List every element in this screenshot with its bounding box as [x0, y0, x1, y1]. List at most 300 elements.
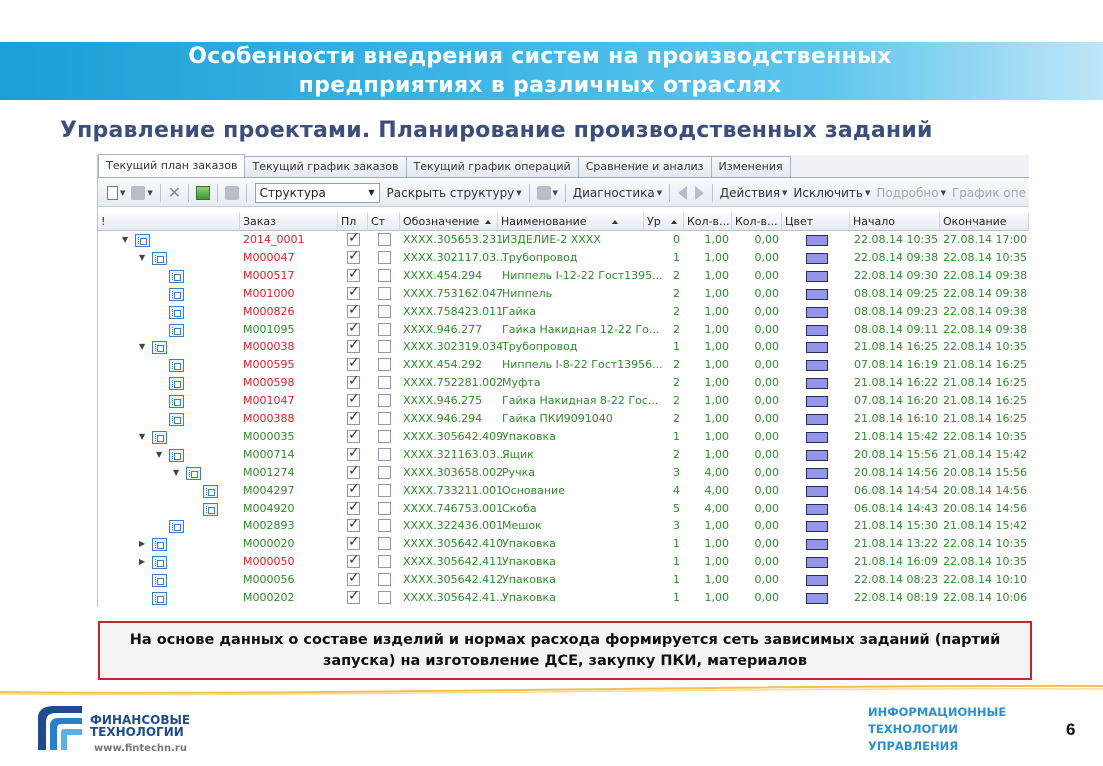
- name-cell: Основание: [502, 483, 565, 497]
- qty-planned-cell: 4,00: [704, 483, 729, 497]
- tree-node-icon: [169, 520, 184, 533]
- chevron-down-icon: ▼: [782, 188, 788, 197]
- column-header-level[interactable]: [644, 213, 684, 231]
- status-checkbox[interactable]: [378, 394, 391, 407]
- color-swatch: [806, 432, 828, 443]
- toolbar-separator: [217, 184, 218, 202]
- operation-schedule-button[interactable]: [949, 182, 1029, 204]
- start-date-cell: 21.08.14 16:22: [854, 376, 939, 390]
- column-header-end[interactable]: Окончание: [940, 213, 1029, 231]
- arrow-left-icon[interactable]: [678, 186, 687, 200]
- sort-ascending-icon: [612, 220, 618, 224]
- tree-collapse-icon[interactable]: ▼: [139, 431, 146, 441]
- status-checkbox[interactable]: [378, 573, 391, 586]
- designation-cell: XXXX.305642.412: [403, 573, 504, 587]
- name-cell: Скоба: [502, 501, 537, 515]
- level-cell: 3: [673, 519, 680, 533]
- table-row[interactable]: [98, 374, 1029, 392]
- color-swatch: [806, 539, 828, 550]
- color-swatch: [806, 521, 828, 532]
- tree-collapse-icon[interactable]: ▼: [156, 449, 163, 459]
- end-date-cell: 22.08.14 10:35: [943, 340, 1028, 354]
- name-cell: Гайка: [502, 304, 536, 318]
- level-cell: 2: [673, 394, 680, 408]
- diagnostics-button[interactable]: [570, 182, 665, 204]
- table-row[interactable]: [98, 285, 1029, 303]
- level-cell: 1: [673, 573, 680, 587]
- view-mode-value: Структура: [259, 185, 326, 200]
- end-date-cell: 22.08.14 10:35: [943, 555, 1028, 569]
- qty-planned-cell: 1,00: [704, 250, 729, 264]
- tagline-line3: УПРАВЛЕНИЯ: [868, 739, 959, 753]
- level-cell: 5: [673, 501, 680, 515]
- tree-node-icon: [169, 359, 184, 372]
- status-checkbox[interactable]: [378, 323, 391, 336]
- designation-cell: XXXX.305642.409: [403, 429, 504, 443]
- name-cell: Гайка ПКИ9091040: [502, 412, 613, 425]
- designation-cell: XXXX.752281.002: [403, 376, 504, 390]
- color-swatch: [806, 396, 828, 407]
- start-date-cell: 20.08.14 15:56: [854, 447, 939, 461]
- qty-planned-cell: 1,00: [704, 412, 729, 425]
- level-cell: 2: [673, 412, 680, 425]
- status-checkbox[interactable]: [378, 287, 391, 300]
- tree-node-icon: [169, 449, 184, 462]
- qty-planned-cell: 1,00: [704, 555, 729, 569]
- qty-planned-cell: 1,00: [704, 394, 729, 408]
- toolbar-separator: [669, 184, 670, 202]
- tree-node-icon: [169, 288, 184, 301]
- planned-checkbox[interactable]: [347, 502, 360, 515]
- end-date-cell: 22.08.14 10:35: [943, 429, 1028, 443]
- status-checkbox[interactable]: [378, 430, 391, 443]
- qty-planned-cell: 1,00: [704, 376, 729, 390]
- tree-node-icon: [152, 252, 167, 265]
- status-checkbox[interactable]: [378, 484, 391, 497]
- table-row[interactable]: [98, 589, 1029, 607]
- tab-strip: [98, 155, 1029, 178]
- status-checkbox[interactable]: [378, 412, 391, 425]
- color-swatch: [806, 414, 828, 425]
- slide-title: [90, 42, 990, 100]
- table-row[interactable]: [98, 571, 1029, 589]
- qty-planned-cell: 1,00: [704, 340, 729, 354]
- tree-node-icon: [169, 324, 184, 337]
- column-header-name-label: Наименование: [501, 215, 587, 228]
- start-date-cell: 22.08.14 08:19: [854, 591, 939, 604]
- start-date-cell: 08.08.14 09:25: [854, 286, 939, 300]
- tree-collapse-icon[interactable]: ▼: [139, 252, 146, 262]
- table-row[interactable]: [98, 303, 1029, 321]
- planned-checkbox[interactable]: [347, 251, 360, 264]
- chevron-down-icon: ▼: [120, 188, 126, 197]
- qty-done-cell: 0,00: [754, 340, 779, 354]
- column-header-level-label: Ур: [647, 215, 661, 228]
- tree-node-icon: [152, 538, 167, 551]
- table-row[interactable]: [98, 321, 1029, 339]
- table-row[interactable]: [98, 338, 1029, 356]
- view-mode-select[interactable]: [255, 183, 380, 203]
- order-cell: M000050: [243, 555, 295, 569]
- expand-structure-button[interactable]: [384, 182, 525, 204]
- name-cell: Упаковка: [502, 591, 556, 604]
- end-date-cell: 21.08.14 16:25: [943, 394, 1028, 408]
- start-date-cell: 21.08.14 15:30: [854, 519, 939, 533]
- level-cell: 2: [673, 358, 680, 372]
- status-checkbox[interactable]: [378, 502, 391, 515]
- column-header-st[interactable]: Ст: [368, 213, 400, 231]
- status-checkbox[interactable]: [378, 466, 391, 479]
- end-date-cell: 21.08.14 15:42: [943, 447, 1028, 461]
- tree-node-icon: [152, 574, 167, 587]
- order-cell: M004920: [243, 501, 295, 515]
- end-date-cell: 22.08.14 09:38: [943, 286, 1028, 300]
- level-cell: 3: [673, 465, 680, 479]
- designation-cell: XXXX.454.294: [403, 268, 483, 282]
- tool-button-gray[interactable]: [534, 182, 561, 204]
- tree-node-icon: [152, 431, 167, 444]
- level-cell: 1: [673, 555, 680, 569]
- color-swatch: [806, 253, 828, 264]
- planned-checkbox[interactable]: [347, 537, 360, 550]
- start-date-cell: 08.08.14 09:23: [854, 304, 939, 318]
- designation-cell: XXXX.758423.011: [403, 304, 504, 318]
- order-cell: M002893: [243, 519, 295, 533]
- planned-checkbox[interactable]: [347, 233, 360, 246]
- planned-checkbox[interactable]: [347, 484, 360, 497]
- status-checkbox[interactable]: [378, 591, 391, 604]
- delete-icon: ✕: [167, 182, 182, 202]
- tree-node-icon: [152, 592, 167, 605]
- color-swatch: [806, 504, 828, 515]
- designation-cell: XXXX.733211.001: [403, 483, 504, 497]
- tree-node-icon: [169, 377, 184, 390]
- order-cell: M000056: [243, 573, 295, 587]
- qty-planned-cell: 1,00: [704, 322, 729, 336]
- qty-done-cell: 0,00: [754, 233, 779, 246]
- copy-button[interactable]: [128, 182, 155, 204]
- level-cell: 2: [673, 322, 680, 336]
- order-cell: M000517: [243, 268, 295, 282]
- level-cell: 2: [673, 286, 680, 300]
- qty-done-cell: 0,00: [754, 447, 779, 461]
- level-cell: 1: [673, 340, 680, 354]
- exclude-label: Исключить: [793, 185, 863, 200]
- table-row[interactable]: [98, 500, 1029, 518]
- planned-checkbox[interactable]: [347, 519, 360, 532]
- column-header-qty-2[interactable]: Кол-в...: [732, 213, 782, 231]
- table-row[interactable]: [98, 517, 1029, 535]
- table-row[interactable]: [98, 428, 1029, 446]
- qty-done-cell: 0,00: [754, 573, 779, 587]
- column-header-qty-1[interactable]: Кол-в...: [684, 213, 732, 231]
- color-swatch: [806, 271, 828, 282]
- toolbar-separator: [188, 184, 189, 202]
- level-cell: 2: [673, 376, 680, 390]
- tree-collapse-icon[interactable]: ▼: [139, 342, 146, 352]
- name-cell: Ящик: [502, 447, 534, 461]
- planned-checkbox[interactable]: [347, 305, 360, 318]
- qty-done-cell: 0,00: [754, 591, 779, 604]
- column-header-flag[interactable]: !: [98, 213, 240, 231]
- level-cell: 4: [673, 483, 680, 497]
- status-checkbox[interactable]: [378, 305, 391, 318]
- exclude-button[interactable]: [790, 182, 873, 204]
- name-cell: Ниппель I-12-22 Гост1395...: [502, 268, 663, 282]
- status-checkbox[interactable]: [378, 448, 391, 461]
- name-cell: Гайка Накидная 8-22 Гос...: [502, 394, 659, 408]
- slide-subtitle: Управление проектами. Планирование производственных заданий: [60, 118, 933, 143]
- document-icon: [107, 186, 118, 200]
- tab-current-order-plan[interactable]: Текущий план заказов: [98, 154, 245, 177]
- planned-checkbox[interactable]: [347, 376, 360, 389]
- start-date-cell: 07.08.14 16:20: [854, 394, 939, 408]
- planned-checkbox[interactable]: [347, 591, 360, 604]
- table-row[interactable]: [98, 392, 1029, 410]
- company-logo-name: [90, 714, 190, 738]
- name-cell: Упаковка: [502, 429, 556, 443]
- order-cell: M000038: [243, 340, 295, 354]
- level-cell: 2: [673, 268, 680, 282]
- qty-done-cell: 0,00: [754, 286, 779, 300]
- order-cell: M000202: [243, 591, 295, 604]
- status-checkbox[interactable]: [378, 537, 391, 550]
- name-cell: Мешок: [502, 519, 542, 533]
- qty-planned-cell: 1,00: [704, 447, 729, 461]
- order-cell: M001274: [243, 465, 295, 479]
- copy-icon: [131, 186, 145, 200]
- status-checkbox[interactable]: [378, 251, 391, 264]
- qty-planned-cell: 4,00: [704, 501, 729, 515]
- table-row[interactable]: [98, 267, 1029, 285]
- level-cell: 2: [673, 304, 680, 318]
- table-row[interactable]: [98, 410, 1029, 428]
- tree-node-icon: [152, 556, 167, 569]
- planned-checkbox[interactable]: [347, 358, 360, 371]
- slide-title-line2: предприятиях в различных отраслях: [298, 73, 782, 98]
- order-cell: M000595: [243, 358, 295, 372]
- status-checkbox[interactable]: [378, 519, 391, 532]
- name-cell: Упаковка: [502, 555, 556, 569]
- start-date-cell: 08.08.14 09:11: [854, 322, 939, 336]
- planned-checkbox[interactable]: [347, 340, 360, 353]
- name-cell: Трубопровод: [502, 340, 578, 354]
- status-checkbox[interactable]: [378, 233, 391, 246]
- column-header-name[interactable]: [498, 213, 644, 231]
- qty-planned-cell: 1,00: [704, 286, 729, 300]
- qty-done-cell: 0,00: [754, 358, 779, 372]
- status-checkbox[interactable]: [378, 358, 391, 371]
- order-cell: M000035: [243, 429, 295, 443]
- table-row[interactable]: [98, 482, 1029, 500]
- planned-checkbox[interactable]: [347, 555, 360, 568]
- planned-checkbox[interactable]: [347, 287, 360, 300]
- color-swatch: [806, 486, 828, 497]
- tree-node-icon: [169, 270, 184, 283]
- table-row[interactable]: [98, 464, 1029, 482]
- details-label: Подробно: [876, 185, 939, 200]
- page-number: 6: [1066, 720, 1076, 739]
- start-date-cell: 22.08.14 09:30: [854, 268, 939, 282]
- qty-done-cell: 0,00: [754, 501, 779, 515]
- name-cell: Упаковка: [502, 573, 556, 587]
- end-date-cell: 22.08.14 10:35: [943, 537, 1028, 551]
- actions-label: Действия: [719, 185, 781, 200]
- print-button[interactable]: [222, 182, 242, 204]
- start-date-cell: 07.08.14 16:19: [854, 358, 939, 372]
- qty-done-cell: 0,00: [754, 429, 779, 443]
- designation-cell: XXXX.454.292: [403, 358, 483, 372]
- planned-checkbox[interactable]: [347, 466, 360, 479]
- designation-cell: XXXX.302319.034: [403, 340, 504, 354]
- designation-cell: XXXX.946.275: [403, 394, 483, 408]
- start-date-cell: 22.08.14 10:35: [854, 233, 939, 246]
- end-date-cell: 20.08.14 14:56: [943, 483, 1028, 497]
- table-row[interactable]: [98, 231, 1029, 249]
- planned-checkbox[interactable]: [347, 323, 360, 336]
- status-checkbox[interactable]: [378, 555, 391, 568]
- arrow-right-icon[interactable]: [695, 186, 704, 200]
- slide-title-line1: Особенности внедрения систем на производственных: [188, 44, 892, 69]
- column-header-pl[interactable]: Пл: [338, 213, 368, 231]
- end-date-cell: 20.08.14 14:56: [943, 501, 1028, 515]
- status-checkbox[interactable]: [378, 340, 391, 353]
- settings-icon: [537, 186, 551, 200]
- table-row[interactable]: [98, 553, 1029, 571]
- delete-button[interactable]: [165, 182, 184, 204]
- order-cell: 2014_0001: [243, 233, 305, 246]
- details-button[interactable]: [873, 182, 949, 204]
- qty-done-cell: 0,00: [754, 519, 779, 533]
- designation-cell: XXXX.305642.41...: [403, 591, 507, 604]
- qty-done-cell: 0,00: [754, 555, 779, 569]
- level-cell: 1: [673, 429, 680, 443]
- toolbar: [98, 179, 1029, 207]
- qty-done-cell: 0,00: [754, 394, 779, 408]
- planned-checkbox[interactable]: [347, 412, 360, 425]
- table-row[interactable]: [98, 249, 1029, 267]
- color-swatch: [806, 557, 828, 568]
- toolbar-separator: [712, 184, 713, 202]
- start-date-cell: 06.08.14 14:54: [854, 483, 939, 497]
- qty-planned-cell: 1,00: [704, 304, 729, 318]
- order-cell: M001095: [243, 322, 295, 336]
- tree-node-icon: [203, 485, 218, 498]
- status-checkbox[interactable]: [378, 376, 391, 389]
- end-date-cell: 27.08.14 17:00: [943, 233, 1028, 246]
- order-cell: M000020: [243, 537, 295, 551]
- table-row[interactable]: [98, 446, 1029, 464]
- end-date-cell: 20.08.14 15:56: [943, 465, 1028, 479]
- tree-node-icon: [169, 413, 184, 426]
- table-row[interactable]: [98, 535, 1029, 553]
- qty-done-cell: 0,00: [754, 537, 779, 551]
- color-swatch: [806, 307, 828, 318]
- tab-changes[interactable]: Изменения: [711, 156, 791, 177]
- actions-button[interactable]: [717, 182, 791, 204]
- order-cell: M000047: [243, 250, 295, 264]
- qty-planned-cell: 1,00: [704, 358, 729, 372]
- planned-checkbox[interactable]: [347, 430, 360, 443]
- level-cell: 2: [673, 447, 680, 461]
- start-date-cell: 22.08.14 09:38: [854, 250, 939, 264]
- tab-comparison-analysis[interactable]: Сравнение и анализ: [578, 156, 712, 177]
- status-checkbox[interactable]: [378, 269, 391, 282]
- color-swatch: [806, 325, 828, 336]
- column-header-designation-label: Обозначение: [403, 215, 480, 228]
- qty-done-cell: 0,00: [754, 376, 779, 390]
- color-swatch: [806, 235, 828, 246]
- chevron-down-icon: ▼: [864, 188, 871, 197]
- tree-node-icon: [169, 395, 184, 408]
- order-cell: M000826: [243, 304, 295, 318]
- qty-planned-cell: 1,00: [704, 429, 729, 443]
- qty-done-cell: 0,00: [754, 250, 779, 264]
- tree-collapse-icon[interactable]: ▼: [122, 235, 129, 244]
- info-box: [98, 621, 1032, 680]
- qty-planned-cell: 1,00: [704, 233, 729, 246]
- name-cell: Трубопровод: [502, 250, 578, 264]
- planned-checkbox[interactable]: [347, 269, 360, 282]
- qty-planned-cell: 1,00: [704, 591, 729, 604]
- name-cell: Ручка: [502, 465, 536, 479]
- end-date-cell: 22.08.14 09:38: [943, 304, 1028, 318]
- color-swatch: [806, 468, 828, 479]
- company-name-line1: ФИНАНСОВЫЕ: [90, 713, 191, 727]
- color-swatch: [806, 450, 828, 461]
- new-document-button[interactable]: [104, 182, 128, 204]
- tab-current-operation-schedule[interactable]: Текущий график операций: [406, 156, 579, 177]
- color-swatch: [806, 378, 828, 389]
- qty-done-cell: 0,00: [754, 483, 779, 497]
- column-header-color[interactable]: Цвет: [782, 213, 850, 231]
- designation-cell: XXXX.746753.001: [403, 501, 504, 515]
- tagline-line2: ТЕХНОЛОГИИ: [868, 722, 958, 736]
- tab-current-order-schedule[interactable]: Текущий график заказов: [244, 156, 406, 177]
- designation-cell: XXXX.305653.231: [403, 233, 504, 246]
- table-export-button[interactable]: [193, 182, 213, 204]
- toolbar-separator: [529, 184, 530, 202]
- qty-planned-cell: 1,00: [704, 537, 729, 551]
- planned-checkbox[interactable]: [347, 573, 360, 586]
- name-cell: ИЗДЕЛИЕ-2 XXXX: [502, 233, 601, 246]
- tree-expand-icon[interactable]: ▶: [139, 557, 146, 567]
- toolbar-separator: [246, 184, 247, 202]
- designation-cell: XXXX.305642.410: [403, 537, 504, 551]
- color-swatch: [806, 360, 828, 371]
- chevron-down-icon: ▼: [147, 188, 153, 197]
- operation-schedule-label: График опе: [951, 185, 1026, 200]
- start-date-cell: 22.08.14 08:23: [854, 573, 939, 587]
- end-date-cell: 22.08.14 10:10: [943, 573, 1028, 587]
- column-header-start[interactable]: Начало: [850, 213, 940, 231]
- tree-node-icon: [203, 503, 218, 516]
- tree-node-icon: [186, 467, 201, 480]
- tree-expand-icon[interactable]: ▶: [139, 539, 146, 549]
- tree-collapse-icon[interactable]: ▼: [173, 467, 180, 477]
- app-window: [97, 155, 1028, 607]
- planned-checkbox[interactable]: [347, 394, 360, 407]
- designation-cell: XXXX.305642.411: [403, 555, 504, 569]
- column-header-order[interactable]: Заказ: [240, 213, 338, 231]
- chevron-down-icon: ▼: [656, 188, 663, 197]
- chevron-down-icon: ▼: [552, 188, 558, 197]
- column-header-designation[interactable]: [400, 213, 498, 231]
- order-cell: M000714: [243, 447, 295, 461]
- table-row[interactable]: [98, 356, 1029, 374]
- planned-checkbox[interactable]: [347, 448, 360, 461]
- qty-planned-cell: 1,00: [704, 573, 729, 587]
